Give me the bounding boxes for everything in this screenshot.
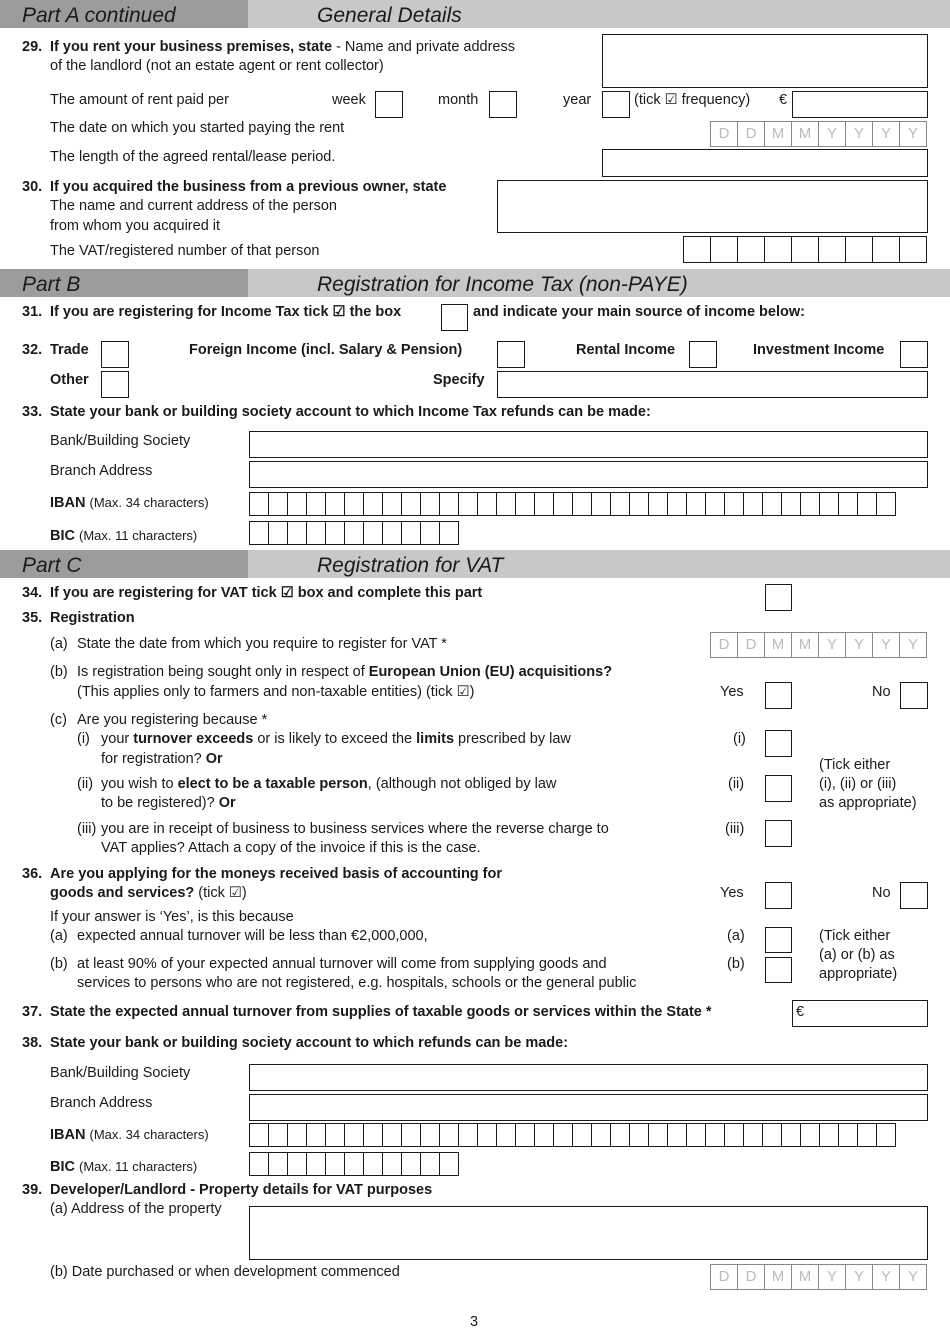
rent-week-checkbox[interactable] (375, 91, 403, 118)
char-cell[interactable] (629, 1123, 649, 1147)
q36-note-2: (a) or (b) as (819, 947, 895, 963)
char-cell[interactable] (401, 1152, 421, 1176)
rental-income-label: Rental Income (576, 342, 676, 358)
char-cell[interactable] (420, 521, 440, 545)
char-cell[interactable] (477, 1123, 497, 1147)
char-cell[interactable] (477, 492, 497, 516)
char-cell[interactable] (439, 492, 459, 516)
char-cell[interactable] (724, 492, 744, 516)
q36-no-label: No (872, 885, 891, 901)
char-cell[interactable] (838, 1123, 858, 1147)
q35c-i-text: your turnover exceeds or is likely to exceed the limits prescribed by law (101, 731, 571, 747)
char-cell[interactable] (591, 1123, 611, 1147)
turnover-exceeds-checkbox[interactable] (765, 730, 792, 757)
q35c-text: Are you registering because * (77, 712, 268, 728)
bic-input[interactable] (249, 521, 459, 545)
char-cell[interactable] (743, 1123, 763, 1147)
branch-address-input[interactable] (249, 461, 928, 488)
q34-number: 34. (22, 585, 43, 601)
rent-month-checkbox[interactable] (489, 91, 517, 118)
char-cell[interactable] (306, 521, 326, 545)
q30-question: If you acquired the business from a previous owner, state (50, 179, 447, 195)
euro-symbol: € (779, 92, 788, 108)
q36a-checkbox[interactable] (765, 927, 792, 953)
q36-line2: goods and services? (tick ☑) (50, 885, 247, 901)
vat-bic-label: BIC (Max. 11 characters) (50, 1159, 198, 1175)
char-cell[interactable] (762, 492, 782, 516)
char-cell[interactable] (629, 492, 649, 516)
char-cell[interactable] (781, 492, 801, 516)
char-cell[interactable] (781, 1123, 801, 1147)
vat-bic-input[interactable] (249, 1152, 459, 1176)
part-b-title: Registration for Income Tax (non-PAYE) (317, 273, 688, 296)
q35c-ii-mark: (ii) (77, 776, 94, 792)
q35b-mark: (b) (50, 664, 68, 680)
bank-society-input[interactable] (249, 431, 928, 458)
q36-if-yes: If your answer is ‘Yes’, is this because (50, 909, 294, 925)
char-cell[interactable] (382, 1123, 402, 1147)
branch-address-label: Branch Address (50, 463, 153, 479)
char-cell[interactable] (515, 492, 535, 516)
q36-yes-checkbox[interactable] (765, 882, 792, 909)
q35c-i-mark: (i) (77, 731, 90, 747)
char-cell[interactable] (762, 1123, 782, 1147)
investment-income-checkbox[interactable] (900, 341, 928, 368)
char-cell[interactable] (496, 1123, 516, 1147)
char-cell[interactable] (648, 1123, 668, 1147)
part-c-label: Part C (22, 554, 82, 577)
q35c-i-right-mark: (i) (733, 731, 746, 747)
char-cell[interactable] (496, 492, 516, 516)
char-cell[interactable] (857, 492, 877, 516)
q34-text: If you are registering for VAT tick ☑ box and complete this part (50, 585, 483, 601)
rent-amount-label: The amount of rent paid per (50, 92, 229, 108)
char-cell[interactable] (306, 492, 326, 516)
q35b-no-checkbox[interactable] (900, 682, 928, 709)
q29-question: If you rent your business premises, state - Name and private address (50, 39, 515, 55)
q30-line3: from whom you acquired it (50, 218, 221, 234)
q36-number: 36. (22, 866, 43, 882)
char-cell[interactable] (363, 492, 383, 516)
char-cell[interactable] (591, 492, 611, 516)
rent-year-checkbox[interactable] (602, 91, 630, 118)
q35b-text2: (This applies only to farmers and non-taxable entities) (tick ☑) (77, 684, 475, 700)
vat-bank-society-input[interactable] (249, 1064, 928, 1091)
rent-start-date-field[interactable]: D D M M Y Y Y Y (710, 121, 927, 147)
expected-turnover-input[interactable] (792, 1000, 928, 1027)
foreign-income-checkbox[interactable] (497, 341, 525, 368)
q37-number: 37. (22, 1004, 43, 1020)
char-cell[interactable] (876, 1123, 896, 1147)
char-cell[interactable] (287, 492, 307, 516)
q35c-iii-right-mark: (iii) (725, 821, 745, 837)
q36-no-checkbox[interactable] (900, 882, 928, 909)
char-cell[interactable] (553, 492, 573, 516)
tick-frequency-note: (tick ☑ frequency) (634, 92, 751, 108)
q33-number: 33. (22, 404, 43, 420)
q36a-mark: (a) (50, 928, 68, 944)
char-cell[interactable] (705, 1123, 725, 1147)
q35c-ii-right-mark: (ii) (728, 776, 745, 792)
char-cell[interactable] (401, 521, 421, 545)
q29-line2: of the landlord (not an estate agent or rent collector) (50, 58, 384, 74)
char-cell[interactable] (572, 1123, 592, 1147)
q31-text-b: and indicate your main source of income below: (473, 304, 805, 320)
q36b-mark: (b) (50, 956, 68, 972)
char-cell[interactable] (325, 1152, 345, 1176)
char-cell[interactable] (268, 1152, 288, 1176)
char-cell[interactable] (800, 492, 820, 516)
part-b-header (0, 269, 950, 297)
q35c-i-line2: for registration? Or (101, 751, 223, 767)
landlord-address-field[interactable] (602, 34, 928, 88)
char-cell[interactable] (667, 1123, 687, 1147)
char-cell[interactable] (876, 492, 896, 516)
char-cell[interactable] (363, 521, 383, 545)
char-cell[interactable] (325, 521, 345, 545)
char-cell[interactable] (705, 492, 725, 516)
rent-start-date-label: The date on which you started paying the rent (50, 120, 345, 136)
previous-owner-field[interactable] (497, 180, 928, 233)
q36a-text: expected annual turnover will be less than €2,000,000, (77, 928, 428, 944)
iban-label: IBAN (Max. 34 characters) (50, 495, 209, 511)
char-cell[interactable] (344, 521, 364, 545)
q36a-right-mark: (a) (727, 928, 745, 944)
vat-branch-address-input[interactable] (249, 1094, 928, 1121)
q39-number: 39. (22, 1182, 43, 1198)
char-cell[interactable] (249, 1123, 269, 1147)
trade-label: Trade (50, 342, 89, 358)
trade-checkbox[interactable] (101, 341, 129, 368)
foreign-income-label: Foreign Income (incl. Salary & Pension) (189, 342, 463, 358)
vat-iban-label: IBAN (Max. 34 characters) (50, 1127, 209, 1143)
char-cell[interactable] (420, 1123, 440, 1147)
q36b-line2: services to persons who are not registered, e.g. hospitals, schools or the general public (77, 975, 637, 991)
q35c-tick-note-1: (Tick either (819, 757, 891, 773)
vat-register-checkbox[interactable] (765, 584, 792, 611)
page-number: 3 (470, 1314, 479, 1330)
q35b-no-label: No (872, 684, 891, 700)
char-cell[interactable] (439, 521, 459, 545)
char-cell[interactable] (249, 1152, 269, 1176)
rent-amount-input[interactable] (792, 91, 928, 118)
specify-input[interactable] (497, 371, 928, 398)
char-cell[interactable] (306, 1152, 326, 1176)
property-address-field[interactable] (249, 1206, 928, 1260)
char-cell[interactable] (325, 1123, 345, 1147)
char-cell[interactable] (534, 492, 554, 516)
char-cell[interactable] (800, 1123, 820, 1147)
q30-line2: The name and current address of the person (50, 198, 337, 214)
q30-number: 30. (22, 179, 43, 195)
char-cell[interactable] (420, 492, 440, 516)
char-cell[interactable] (610, 1123, 630, 1147)
char-cell[interactable] (724, 1123, 744, 1147)
q36-line1: Are you applying for the moneys received basis of accounting for (50, 866, 503, 882)
q36-note-3: appropriate) (819, 966, 898, 982)
char-cell[interactable] (458, 1123, 478, 1147)
year-label: year (563, 92, 592, 108)
q35b-yes-label: Yes (720, 684, 744, 700)
q33-text: State your bank or building society account to which Income Tax refunds can be made: (50, 404, 651, 420)
vat-number-label: The VAT/registered number of that person (50, 243, 320, 259)
char-cell[interactable] (344, 1123, 364, 1147)
char-cell[interactable] (819, 492, 839, 516)
q35c-iii-mark: (iii) (77, 821, 97, 837)
char-cell[interactable] (515, 1123, 535, 1147)
char-cell[interactable] (648, 492, 668, 516)
q31-text-a: If you are registering for Income Tax tick ☑ the box (50, 304, 402, 320)
char-cell[interactable] (344, 492, 364, 516)
q35-text: Registration (50, 610, 135, 626)
char-cell[interactable] (268, 492, 288, 516)
q36b-right-mark: (b) (727, 956, 745, 972)
char-cell[interactable] (249, 492, 269, 516)
part-a-title: General Details (317, 4, 462, 27)
q32-number: 32. (22, 342, 43, 358)
q35-number: 35. (22, 610, 43, 626)
char-cell[interactable] (363, 1152, 383, 1176)
char-cell[interactable] (686, 492, 706, 516)
vat-bank-society-label: Bank/Building Society (50, 1065, 191, 1081)
specify-label: Specify (433, 372, 485, 388)
char-cell[interactable] (325, 492, 345, 516)
char-cell[interactable] (743, 492, 763, 516)
char-cell[interactable] (382, 492, 402, 516)
char-cell[interactable] (287, 1123, 307, 1147)
char-cell[interactable] (401, 1123, 421, 1147)
q35c-ii-text: you wish to elect to be a taxable person, (although not obliged by law (101, 776, 557, 792)
q37-euro-symbol: € (796, 1004, 805, 1020)
vat-branch-address-label: Branch Address (50, 1095, 153, 1111)
lease-length-label: The length of the agreed rental/lease period. (50, 149, 336, 165)
iban-input[interactable] (249, 492, 896, 516)
q38-text: State your bank or building society account to which refunds can be made: (50, 1035, 569, 1051)
q29-number: 29. (22, 39, 43, 55)
char-cell[interactable] (572, 492, 592, 516)
char-cell[interactable] (363, 1123, 383, 1147)
char-cell[interactable] (838, 492, 858, 516)
q35c-tick-note-3: as appropriate) (819, 795, 917, 811)
q35c-iii-text: you are in receipt of business to business services where the reverse charge to (101, 821, 609, 837)
month-label: month (438, 92, 479, 108)
q39-text: Developer/Landlord - Property details for VAT purposes (50, 1182, 433, 1198)
char-cell[interactable] (401, 492, 421, 516)
vat-register-date-field[interactable]: D D M M Y Y Y Y (710, 632, 927, 658)
char-cell[interactable] (382, 521, 402, 545)
q35b-yes-checkbox[interactable] (765, 682, 792, 709)
q37-text: State the expected annual turnover from supplies of taxable goods or services within the State * (50, 1004, 712, 1020)
part-c-header (0, 550, 950, 578)
q36b-text: at least 90% of your expected annual turnover will come from supplying goods and (77, 956, 607, 972)
char-cell[interactable] (268, 521, 288, 545)
char-cell[interactable] (667, 492, 687, 516)
part-a-header (0, 0, 950, 28)
investment-income-label: Investment Income (753, 342, 885, 358)
q36-note-1: (Tick either (819, 928, 891, 944)
char-cell[interactable] (534, 1123, 554, 1147)
char-cell[interactable] (686, 1123, 706, 1147)
char-cell[interactable] (344, 1152, 364, 1176)
char-cell[interactable] (306, 1123, 326, 1147)
part-a-label: Part A continued (22, 4, 176, 27)
part-c-title: Registration for VAT (317, 554, 504, 577)
lease-length-input[interactable] (602, 149, 928, 177)
char-cell[interactable] (819, 1123, 839, 1147)
char-cell[interactable] (420, 1152, 440, 1176)
income-tax-checkbox[interactable] (441, 304, 468, 331)
other-label: Other (50, 372, 89, 388)
reverse-charge-checkbox[interactable] (765, 820, 792, 847)
q35a-mark: (a) (50, 636, 68, 652)
char-cell[interactable] (287, 521, 307, 545)
char-cell[interactable] (857, 1123, 877, 1147)
bank-society-label: Bank/Building Society (50, 433, 191, 449)
other-checkbox[interactable] (101, 371, 129, 398)
q35c-iii-line2: VAT applies? Attach a copy of the invoice if this is the case. (101, 840, 481, 856)
q35b-text: Is registration being sought only in respect of European Union (EU) acquisitions? (77, 664, 613, 680)
rental-income-checkbox[interactable] (689, 341, 717, 368)
q39a-label: (a) Address of the property (50, 1201, 222, 1217)
q35a-text: State the date from which you require to register for VAT * (77, 636, 447, 652)
q38-number: 38. (22, 1035, 43, 1051)
char-cell[interactable] (268, 1123, 288, 1147)
q35c-mark: (c) (50, 712, 67, 728)
char-cell[interactable] (610, 492, 630, 516)
elect-taxable-checkbox[interactable] (765, 775, 792, 802)
char-cell[interactable] (382, 1152, 402, 1176)
q36-yes-label: Yes (720, 885, 744, 901)
q35c-tick-note-2: (i), (ii) or (iii) (819, 776, 897, 792)
development-date-field[interactable]: D D M M Y Y Y Y (710, 1264, 927, 1290)
char-cell[interactable] (249, 521, 269, 545)
bic-label: BIC (Max. 11 characters) (50, 528, 198, 544)
part-b-label: Part B (22, 273, 81, 296)
char-cell[interactable] (439, 1152, 459, 1176)
q39b-label: (b) Date purchased or when development commenced (50, 1264, 400, 1280)
previous-owner-vat-number[interactable] (683, 236, 927, 263)
q31-number: 31. (22, 304, 43, 320)
char-cell[interactable] (287, 1152, 307, 1176)
q35c-ii-line2: to be registered)? Or (101, 795, 236, 811)
week-label: week (332, 92, 366, 108)
char-cell[interactable] (458, 492, 478, 516)
char-cell[interactable] (439, 1123, 459, 1147)
vat-iban-input[interactable] (249, 1123, 896, 1147)
char-cell[interactable] (553, 1123, 573, 1147)
q36b-checkbox[interactable] (765, 957, 792, 983)
